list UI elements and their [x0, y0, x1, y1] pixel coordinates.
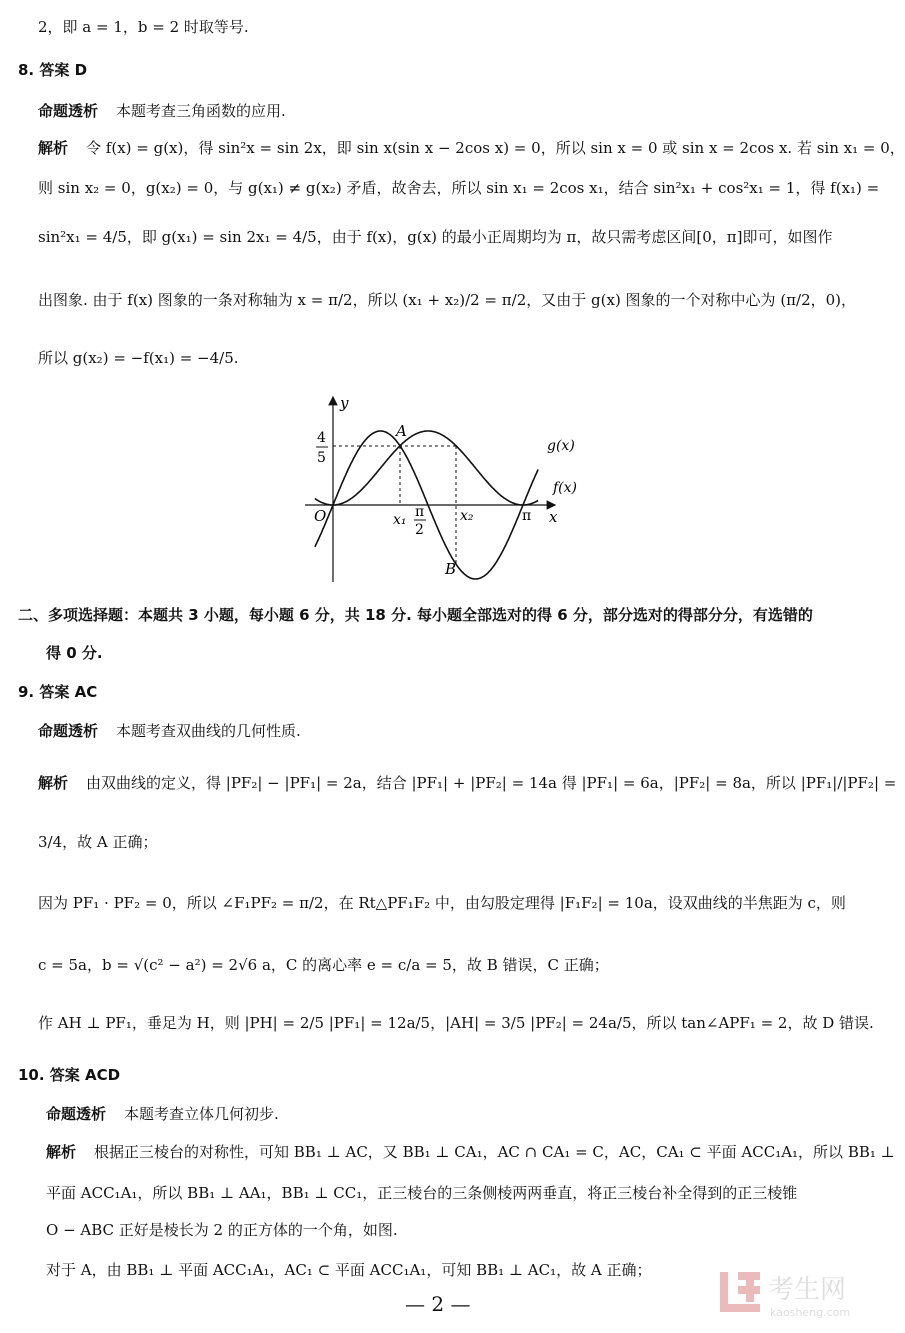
origin-label: O	[314, 507, 327, 525]
x2-label: x₂	[460, 508, 474, 524]
point-a: A	[396, 422, 407, 440]
solution-10-line-1: 解析 根据正三棱台的对称性，可知 BB₁ ⊥ AC，又 BB₁ ⊥ CA₁，AC ∩ CA₁ = C，AC，CA₁ ⊂ 平面 ACC₁A₁，所以 BB₁ ⊥	[46, 1143, 895, 1161]
solution-9-line-1: 解析 由双曲线的定义，得 |PF₂| − |PF₁| = 2a，结合 |PF₁| + |PF₂| = 14a 得 |PF₁| = 6a，|PF₂| = 8a，所以 |PF₁|/|PF₂| =	[38, 774, 897, 792]
solution-8-line-2: 则 sin x₂ = 0，g(x₂) = 0，与 g(x₁) ≠ g(x₂) 矛盾，故舍去，所以 sin x₁ = 2cos x₁，结合 sin²x₁ + cos²x₁ = 1，得 f(x₁) =	[38, 179, 880, 197]
page-number: — 2 —	[405, 1292, 471, 1316]
solution-9-line-2: 3/4，故 A 正确；	[38, 833, 158, 851]
solution-9-line-5: 作 AH ⊥ PF₁，垂足为 H，则 |PH| = 2/5 |PF₁| = 12a/5，|AH| = 3/5 |PF₂| = 24a/5，所以 tan∠APF₁ = 2，故 D 错误.	[38, 1014, 874, 1032]
watermark-cn: 考生网	[768, 1275, 847, 1305]
x-label: x	[549, 508, 558, 526]
solution-8-line-3: sin²x₁ = 4/5，即 g(x₁) = sin 2x₁ = 4/5，由于 f(x)，g(x) 的最小正周期均为 π，故只需考虑区间[0，π]即可，如图作	[38, 228, 833, 246]
solution-9-line-4: c = 5a，b = √(c² − a²) = 2√6 a，C 的离心率 e = c/a = 5，故 B 错误，C 正确；	[38, 956, 609, 974]
pi-half-den: 2	[415, 522, 424, 538]
x1-label: x₁	[393, 512, 407, 528]
pi-label: π	[522, 508, 532, 524]
answer-8: 8. 答案 D	[18, 61, 88, 79]
frac-den: 5	[317, 450, 326, 466]
solution-9-line-3: 因为 PF₁ · PF₂ = 0，所以 ∠F₁PF₂ = π/2，在 Rt△PF₁F₂ 中，由勾股定理得 |F₁F₂| = 10a，设双曲线的半焦距为 c，则	[38, 894, 846, 912]
frac-num: 4	[317, 430, 326, 446]
solution-8-line-1: 解析 令 f(x) = g(x)，得 sin²x = sin 2x，即 sin x(sin x − 2cos x) = 0，所以 sin x = 0 或 sin x = 2cos x. 若 sin x₁ = 0，	[38, 139, 905, 157]
answer-9: 9. 答案 AC	[18, 683, 98, 701]
f-label: f(x)	[553, 480, 578, 496]
solution-10-line-4: 对于 A，由 BB₁ ⊥ 平面 ACC₁A₁，AC₁ ⊂ 平面 ACC₁A₁，可知 BB₁ ⊥ AC₁，故 A 正确；	[46, 1261, 652, 1279]
pi-half-num: π	[415, 504, 425, 520]
trig-graph	[300, 392, 578, 587]
text-line: 2，即 a = 1，b = 2 时取等号.	[38, 18, 249, 36]
g-label: g(x)	[547, 438, 575, 454]
section-heading-cont: 得 0 分.	[46, 644, 103, 662]
analysis-10: 命题透析 本题考查立体几何初步.	[46, 1105, 279, 1123]
watermark-logo	[718, 1266, 888, 1322]
solution-10-line-3: O − ABC 正好是棱长为 2 的正方体的一个角，如图.	[46, 1221, 398, 1239]
solution-8-line-4: 出图象. 由于 f(x) 图象的一条对称轴为 x = π/2，所以 (x₁ + x₂)/2 = π/2，又由于 g(x) 图象的一个对称中心为 (π/2，0)，	[38, 291, 857, 309]
solution-8-line-5: 所以 g(x₂) = −f(x₁) = −4/5.	[38, 349, 239, 367]
analysis-9: 命题透析 本题考查双曲线的几何性质.	[38, 722, 301, 740]
analysis-8: 命题透析 本题考查三角函数的应用.	[38, 102, 286, 120]
answer-10: 10. 答案 ACD	[18, 1066, 121, 1084]
y-label: y	[340, 394, 349, 412]
section-heading: 二、多项选择题：本题共 3 小题，每小题 6 分，共 18 分. 每小题全部选对的得 6 分，部分选对的得部分分，有选错的	[18, 606, 813, 624]
solution-10-line-2: 平面 ACC₁A₁，所以 BB₁ ⊥ AA₁，BB₁ ⊥ CC₁，正三棱台的三条侧棱两两垂直，将正三棱台补全得到的正三棱锥	[46, 1184, 798, 1202]
watermark-url: kaosheng.com	[770, 1306, 851, 1319]
point-b: B	[445, 560, 457, 578]
